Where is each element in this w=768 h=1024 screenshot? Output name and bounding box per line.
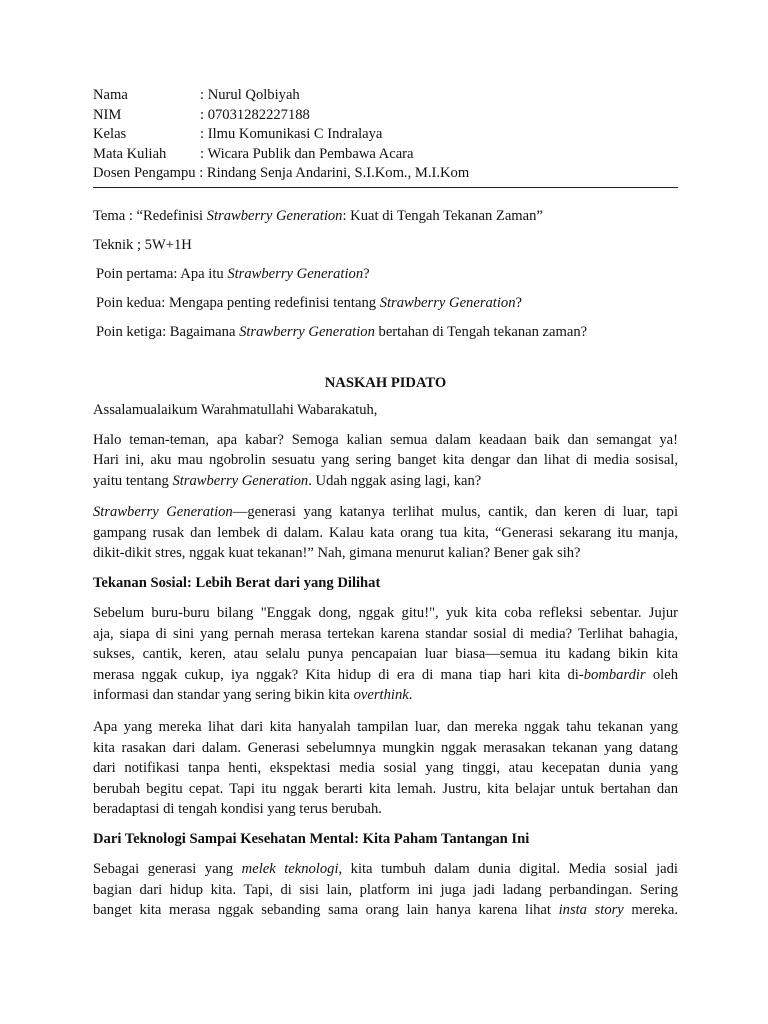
p5-line-1-b: , kita tumbuh dalam dunia digital. Media sosial jadi xyxy=(338,861,678,877)
value-dosen: : Rindang Senja Andarini, S.I.Kom., M.I.Kom xyxy=(195,165,470,181)
paragraph-refleksi xyxy=(93,603,678,706)
paragraph-tampilan-luar xyxy=(93,717,678,820)
p4-line-1: Apa yang mereka lihat dari kita hanyalah tampilan luar, dan mereka nggak tahu tekanan yang xyxy=(93,719,678,736)
label-kelas: Kelas xyxy=(93,126,127,142)
paragraph-intro xyxy=(93,430,678,492)
p3-line-4-italic: bombardir xyxy=(583,666,646,683)
p4-line-4: berubah begitu cepat. Tapi itu nggak berarti kita lemah. Justru, kita belajar untuk bertahan dan xyxy=(93,780,678,797)
poin-ketiga-suffix: bertahan di Tengah tekanan zaman? xyxy=(374,323,588,340)
label-mata-kuliah: Mata Kuliah xyxy=(93,145,167,162)
p3-line-4-b: oleh xyxy=(645,666,678,683)
p1-line-3 xyxy=(93,471,678,492)
naskah-title: NASKAH PIDATO xyxy=(324,374,447,391)
poin-kedua xyxy=(93,295,678,312)
p1-line-3-b: . Udah nggak asing lagi, kan? xyxy=(308,472,482,489)
header-row-nama xyxy=(93,86,678,106)
p3-line-4 xyxy=(93,665,678,686)
value-nama: : Nurul Qolbiyah xyxy=(200,87,300,103)
p5-line-2: bagian dari hidup kita. Tapi, di sisi lain, platform ini juga jadi ladang perbandingan. Sering xyxy=(93,881,678,898)
document-page xyxy=(93,86,678,921)
p3-line-2: aja, siapa di sini yang pernah merasa tertekan karena standar sosial di media? Terlihat bahagia, xyxy=(93,625,678,642)
p3-line-5-italic: overthink xyxy=(353,687,409,704)
label-dosen: Dosen Pengampu xyxy=(93,165,196,181)
student-info-header xyxy=(93,86,678,184)
p4-line-3: dari notifikasi tanpa henti, ekspektasi media sosial yang tinggi, atau kecepatan dunia yang xyxy=(93,760,678,777)
header-divider xyxy=(93,187,678,188)
label-nim: NIM xyxy=(93,106,122,123)
p5-line-3-a: banget kita merasa nggak sebanding sama orang lain hanya karena lihat xyxy=(93,902,559,919)
p3-line-5-a: informasi dan standar yang sering bikin kita xyxy=(93,687,354,704)
p2-line-1 xyxy=(93,502,678,523)
p5-line-1 xyxy=(93,859,678,880)
heading-tekanan-sosial: Tekanan Sosial: Lebih Berat dari yang Dilihat xyxy=(93,575,381,592)
p4-line-5: beradaptasi di tengah kondisi yang terus berubah. xyxy=(93,801,382,818)
teknik-line: Teknik ; 5W+1H xyxy=(93,236,192,253)
tema-italic: Strawberry Generation xyxy=(206,207,343,224)
label-nama: Nama xyxy=(93,87,128,103)
tema-prefix: Tema : “Redefinisi xyxy=(93,207,207,224)
heading-teknologi: Dari Teknologi Sampai Kesehatan Mental: Kita Paham Tantangan Ini xyxy=(93,831,530,847)
poin-pertama xyxy=(93,266,678,283)
poin-kedua-suffix: ? xyxy=(515,294,522,311)
salam-line: Assalamualaikum Warahmatullahi Wabarakatuh, xyxy=(93,401,378,418)
header-row-dosen xyxy=(93,164,678,184)
poin-kedua-prefix: Poin kedua: Mengapa penting redefinisi tentang xyxy=(96,294,380,311)
value-kelas: : Ilmu Komunikasi C Indralaya xyxy=(200,126,383,142)
header-row-mata-kuliah xyxy=(93,145,678,165)
p4-line-2: kita rasakan dari dalam. Generasi sebelumnya mungkin nggak merasakan tekanan yang datang xyxy=(93,739,678,756)
p3-line-5-b: . xyxy=(408,687,413,704)
header-row-nim xyxy=(93,106,678,126)
p3-line-3: sukses, cantik, keren, atau selalu punya pencapaian luar biasa—semua itu kadang bikin kita xyxy=(93,646,678,663)
poin-pertama-suffix: ? xyxy=(363,265,370,282)
poin-ketiga-prefix: Poin ketiga: Bagaimana xyxy=(96,323,240,340)
p1-line-3-italic: Strawberry Generation xyxy=(172,472,309,489)
p1-line-3-a: yaitu tentang xyxy=(93,472,173,489)
p2-line-1-italic: Strawberry Generation xyxy=(93,504,233,521)
poin-pertama-prefix: Poin pertama: Apa itu xyxy=(96,265,228,282)
p5-line-3-b: mereka. xyxy=(623,902,679,919)
p5-line-3-italic: insta story xyxy=(558,902,624,919)
paragraph-definition xyxy=(93,502,678,564)
p2-line-3: dikit-dikit stres, nggak kuat tekanan!” Nah, gimana menurut kalian? Bener gak sih? xyxy=(93,545,581,562)
p1-line-1: Halo teman-teman, apa kabar? Semoga kalian semua dalam keadaan baik dan semangat ya! xyxy=(93,431,678,448)
p5-line-1-a: Sebagai generasi yang xyxy=(93,861,242,877)
p5-line-1-italic: melek teknologi xyxy=(241,861,339,877)
poin-kedua-italic: Strawberry Generation xyxy=(379,294,516,311)
paragraph-teknologi xyxy=(93,859,678,921)
p2-line-2: gampang rusak dan lembek di dalam. Kalau kata orang tua kita, “Generasi sekarang itu manja, xyxy=(93,524,678,541)
p3-line-5 xyxy=(93,685,678,706)
poin-ketiga xyxy=(93,324,678,341)
tema-line xyxy=(93,208,678,225)
p3-line-4-a: merasa nggak cukup, iya nggak? Kita hidup di era di mana tiap hari kita di- xyxy=(93,666,584,683)
tema-suffix: : Kuat di Tengah Tekanan Zaman” xyxy=(342,207,543,224)
p1-line-2: Hari ini, aku mau ngobrolin sesuatu yang sering banget kita dengar dan lihat di media sosisal, xyxy=(93,452,678,469)
value-mata-kuliah: : Wicara Publik dan Pembawa Acara xyxy=(200,145,414,162)
poin-ketiga-italic: Strawberry Generation xyxy=(239,323,375,340)
p2-line-1-b: —generasi yang katanya terlihat mulus, cantik, dan keren di luar, tapi xyxy=(232,504,678,521)
p3-line-1: Sebelum buru-buru bilang "Enggak dong, nggak gitu!", yuk kita coba refleksi sebentar. Jujur xyxy=(93,605,678,622)
header-row-kelas xyxy=(93,125,678,145)
poin-pertama-italic: Strawberry Generation xyxy=(227,265,364,282)
p5-line-3 xyxy=(93,900,678,921)
value-nim: : 07031282227188 xyxy=(200,106,310,123)
